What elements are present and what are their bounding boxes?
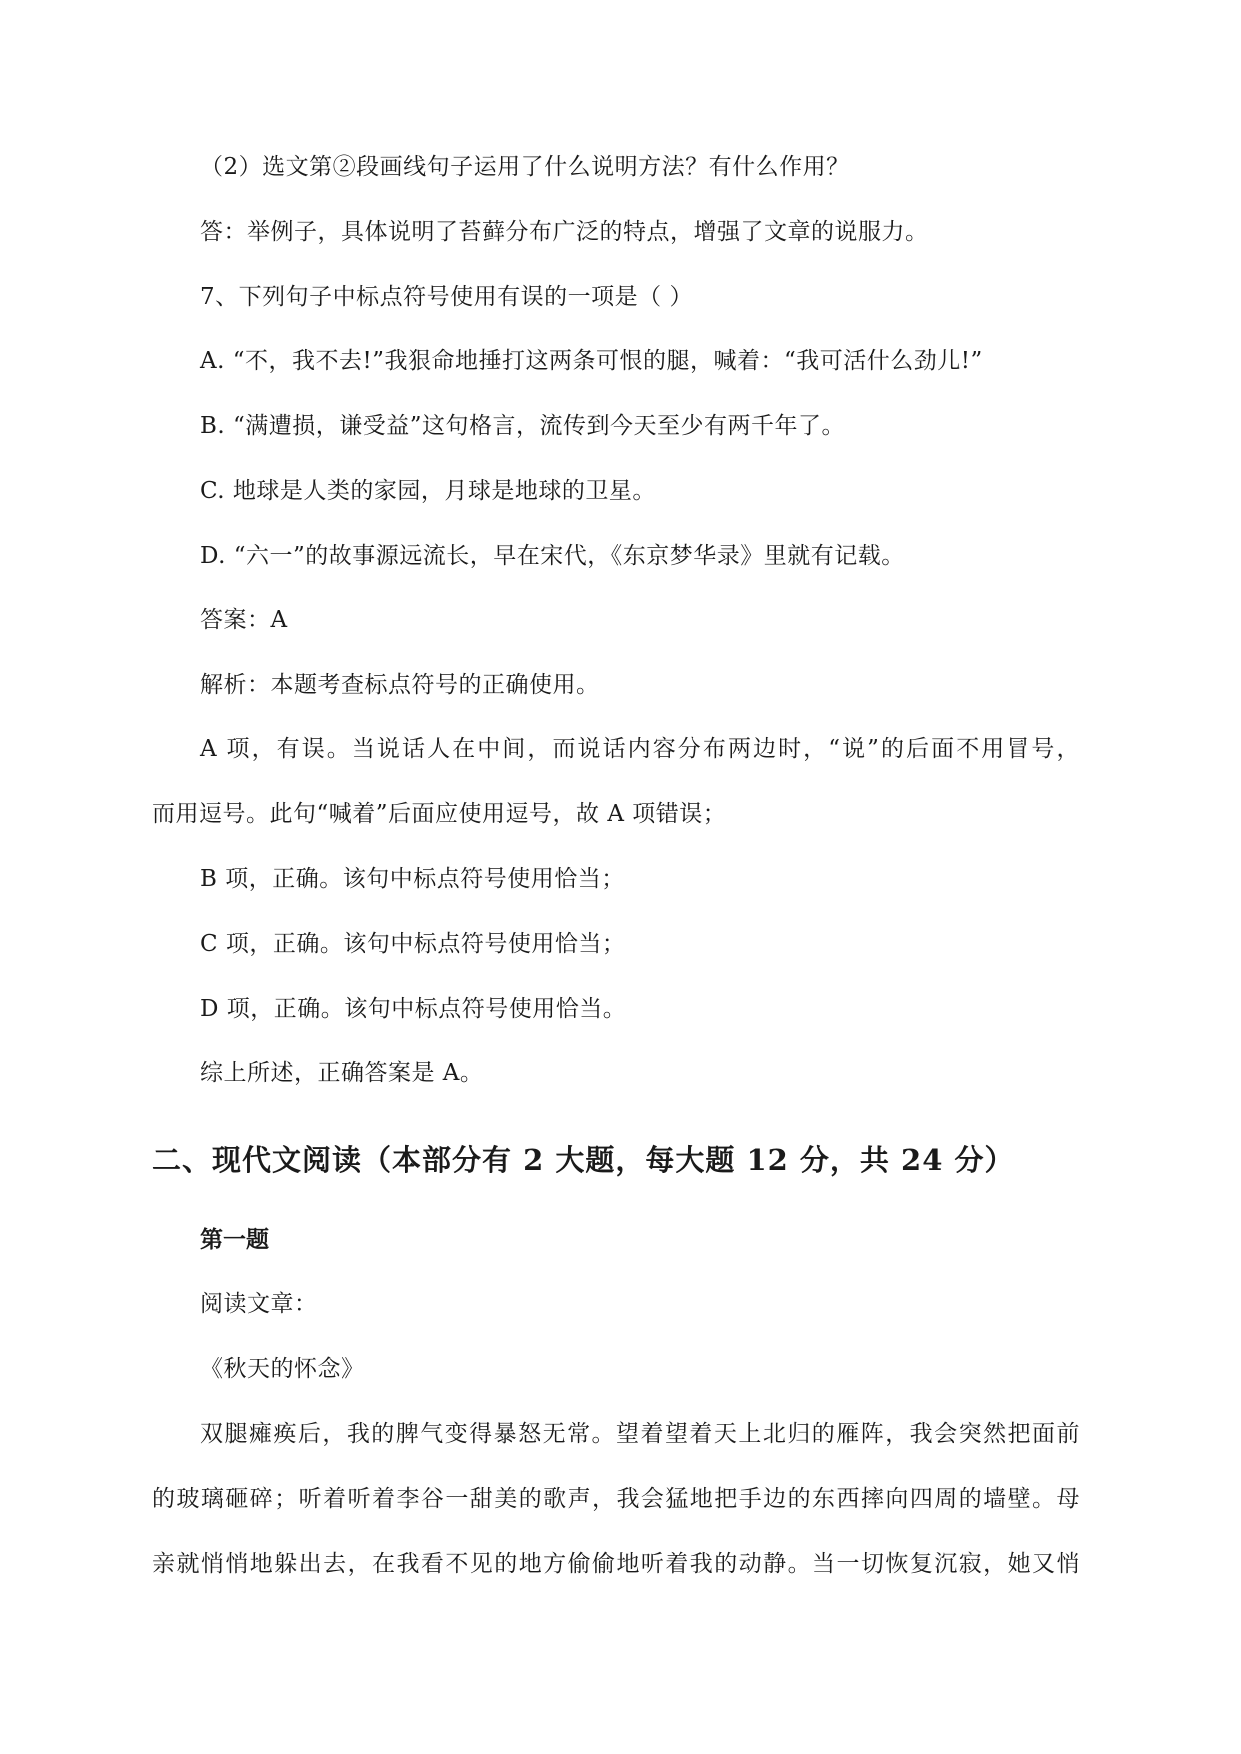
analysis-a-line1: A 项，有误。当说话人在中间，而说话内容分布两边时，“说”的后面不用冒号，: [200, 736, 1080, 762]
analysis-a-line2: 而用逗号。此句“喊着”后面应使用逗号，故 A 项错误；: [152, 801, 727, 827]
option-d: D. “六一”的故事源远流长，早在宋代，《东京梦华录》里就有记载。: [200, 543, 905, 569]
option-c: C. 地球是人类的家园，月球是地球的卫星。: [200, 478, 656, 504]
analysis-b: B 项，正确。该句中标点符号使用恰当；: [200, 866, 625, 892]
reading-title: 《秋天的怀念》: [200, 1356, 365, 1382]
reading-instruction: 阅读文章：: [200, 1291, 318, 1317]
question-6-2: （2）选文第②段画线句子运用了什么说明方法？有什么作用？: [200, 154, 850, 180]
question-7: 7、下列句子中标点符号使用有误的一项是（ ）: [200, 284, 693, 310]
analysis-c: C 项，正确。该句中标点符号使用恰当；: [200, 931, 626, 957]
reading-para-line1: 双腿瘫痪后，我的脾气变得暴怒无常。望着望着天上北归的雁阵，我会突然把面前: [200, 1421, 1080, 1447]
sub-heading: 第一题: [200, 1226, 269, 1253]
option-b: B. “满遭损，谦受益”这句格言，流传到今天至少有两千年了。: [200, 413, 846, 439]
answer-6-2: 答：举例子，具体说明了苔藓分布广泛的特点，增强了文章的说服力。: [200, 219, 929, 245]
conclusion: 综上所述，正确答案是 A。: [200, 1060, 484, 1086]
analysis-intro: 解析：本题考查标点符号的正确使用。: [200, 672, 600, 698]
option-a: A. “不，我不去!”我狠命地捶打这两条可恨的腿，喊着：“我可活什么劲儿!”: [200, 348, 983, 374]
answer-label: 答案：A: [200, 607, 288, 633]
reading-para-line2: 的玻璃砸碎；听着听着李谷一甜美的歌声，我会猛地把手边的东西摔向四周的墙壁。母: [152, 1486, 1080, 1512]
section-heading: 二、现代文阅读（本部分有 2 大题，每大题 12 分，共 24 分）: [152, 1143, 1015, 1177]
reading-para-line3: 亲就悄悄地躲出去，在我看不见的地方偷偷地听着我的动静。当一切恢复沉寂，她又悄: [152, 1551, 1080, 1577]
analysis-d: D 项，正确。该句中标点符号使用恰当。: [200, 996, 627, 1022]
